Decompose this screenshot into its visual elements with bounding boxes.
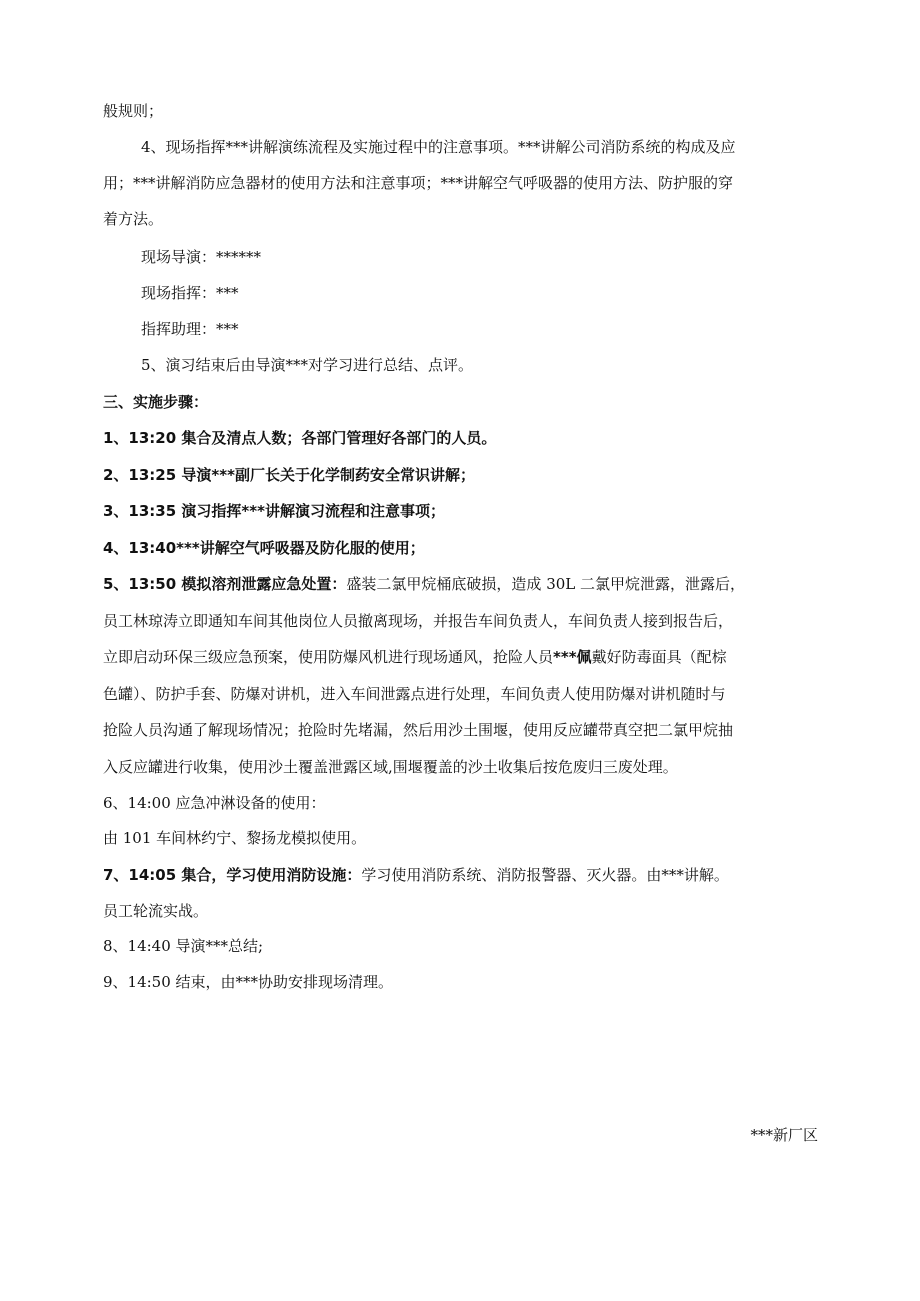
paragraph-line: 由 101 车间林约宁、黎扬龙模拟使用。 [103, 829, 367, 847]
paragraph-line: 5、演习结束后由导演***对学习进行总结、点评。 [141, 356, 474, 374]
paragraph-line: 员工林琼涛立即通知车间其他岗位人员撤离现场，并报告车间负责人，车间负责人接到报告后， [103, 612, 734, 630]
step-7 [103, 865, 729, 885]
paragraph-line: 入反应罐进行收集，使用沙土覆盖泄露区域,围堰覆盖的沙土收集后按危废归三废处理。 [103, 758, 678, 776]
section-title: 三、实施步骤： [103, 393, 209, 411]
step-3: 3、13:35 演习指挥***讲解演习流程和注意事项； [103, 502, 445, 520]
role-assistant: 指挥助理：*** [141, 320, 239, 338]
text-run: 戴好防毒面具（配棕 [591, 648, 727, 666]
step-5-heading: 5、13:50 模拟溶剂泄露应急处置： [103, 575, 347, 593]
step-7-heading: 7、14:05 集合，学习使用消防设施： [103, 866, 362, 884]
text-run-bold: ***佩 [553, 648, 592, 666]
paragraph-line: 着方法。 [103, 210, 164, 228]
paragraph-line: 抢险人员沟通了解现场情况；抢险时先堵漏，然后用沙土围堰，使用反应罐带真空把二氯甲烷抽 [103, 721, 734, 739]
paragraph-line [103, 647, 727, 667]
paragraph-line: 4、现场指挥***讲解演练流程及实施过程中的注意事项。***讲解公司消防系统的构成及应 [141, 138, 736, 156]
step-1: 1、13:20 集合及清点人数；各部门管理好各部门的人员。 [103, 429, 497, 447]
paragraph-line: 色罐）、防护手套、防爆对讲机，进入车间泄露点进行处理，车间负责人使用防爆对讲机随时与 [103, 685, 726, 703]
step-6: 6、14:00 应急冲淋设备的使用： [103, 794, 326, 812]
step-5 [103, 574, 745, 594]
step-5-text: 盛装二氯甲烷桶底破损，造成 30L 二氯甲烷泄露，泄露后， [346, 575, 746, 593]
role-commander: 现场指挥：*** [141, 284, 239, 302]
paragraph-line: 般规则； [103, 102, 164, 120]
signature: ***新厂区 [750, 1126, 818, 1144]
step-7-text: 学习使用消防系统、消防报警器、灭火器。由***讲解。 [361, 866, 729, 884]
paragraph-line: 用；***讲解消防应急器材的使用方法和注意事项；***讲解空气呼吸器的使用方法、防护服的穿 [103, 174, 734, 192]
step-8: 8、14:40 导演***总结; [103, 937, 264, 955]
step-4: 4、13:40***讲解空气呼吸器及防化服的使用； [103, 539, 425, 557]
role-director: 现场导演：****** [141, 248, 262, 266]
text-run: 立即启动环保三级应急预案，使用防爆风机进行现场通风，抢险人员 [103, 648, 554, 666]
step-9: 9、14:50 结束，由***协助安排现场清理。 [103, 973, 394, 991]
step-2: 2、13:25 导演***副厂长关于化学制药安全常识讲解； [103, 466, 475, 484]
paragraph-line: 员工轮流实战。 [103, 902, 209, 920]
